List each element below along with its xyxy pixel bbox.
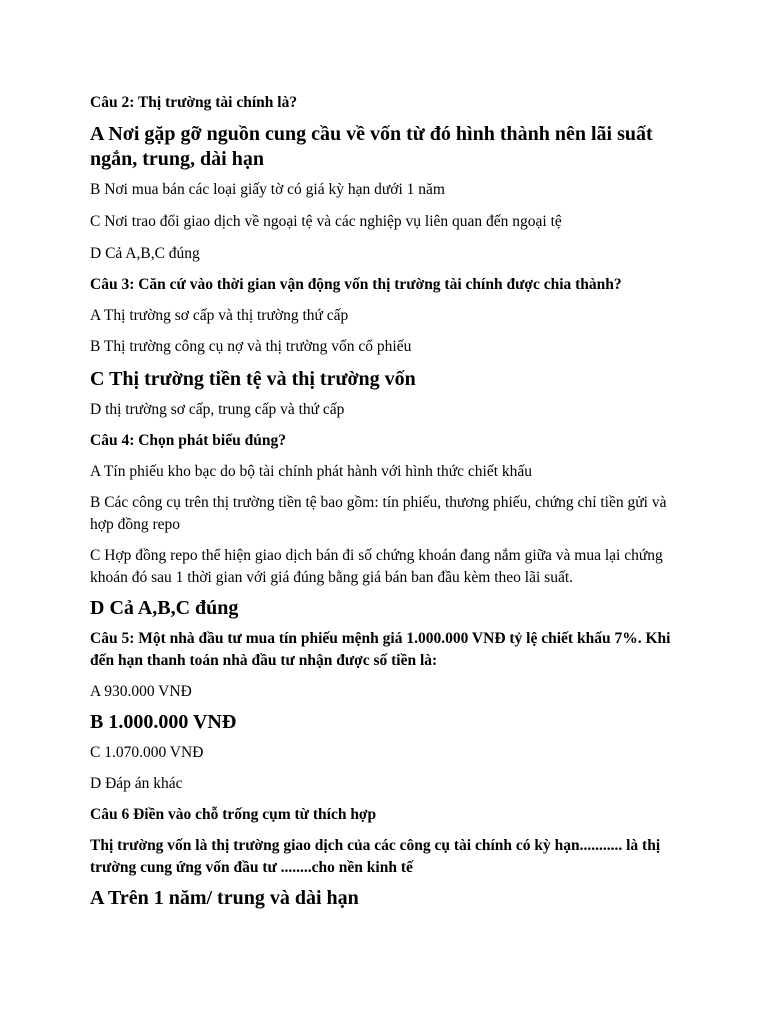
question-5-answer-b: B 1.000.000 VNĐ bbox=[90, 711, 237, 733]
question-2-option-b: B Nơi mua bán các loại giấy tờ có giá kỳ hạn dưới 1 năm bbox=[90, 181, 445, 198]
question-3-option-d: D thị trường sơ cấp, trung cấp và thứ cấp bbox=[90, 401, 345, 418]
question-2-option-d: D Cả A,B,C đúng bbox=[90, 245, 200, 262]
question-3-title: Câu 3: Căn cứ vào thời gian vận động vốn thị trường tài chính được chia thành? bbox=[90, 276, 622, 293]
question-5-title: Câu 5: Một nhà đầu tư mua tín phiếu mệnh giá 1.000.000 VNĐ tỷ lệ chiết khấu 7%. Khi đến hạn thanh toán nhà đầu tư nhận được số tiền là: bbox=[90, 630, 671, 669]
question-3-option-a: A Thị trường sơ cấp và thị trường thứ cấp bbox=[90, 307, 349, 324]
question-3-option-b: B Thị trường công cụ nợ và thị trường vốn cổ phiếu bbox=[90, 338, 412, 355]
question-5-option-a: A 930.000 VNĐ bbox=[90, 683, 192, 700]
question-2-option-c: C Nơi trao đổi giao dịch về ngoại tệ và các nghiệp vụ liên quan đến ngoại tệ bbox=[90, 213, 562, 230]
question-4-title: Câu 4: Chọn phát biểu đúng? bbox=[90, 432, 286, 449]
question-4-option-b: B Các công cụ trên thị trường tiền tệ bao gồm: tín phiếu, thương phiếu, chứng chỉ tiền gửi và hợp đồng repo bbox=[90, 494, 667, 533]
question-6-answer-a: A Trên 1 năm/ trung và dài hạn bbox=[90, 887, 359, 909]
question-4-option-c: C Hợp đồng repo thể hiện giao dịch bán đi số chứng khoán đang nắm giữa và mua lại chứng khoán đó sau 1 thời gian với giá đúng bằng giá bán ban đầu kèm theo lãi suất. bbox=[90, 547, 663, 586]
question-2-answer-a: A Nơi gặp gỡ nguồn cung cầu về vốn từ đó hình thành nên lãi suất ngắn, trung, dài hạn bbox=[90, 123, 653, 170]
question-6-title: Câu 6 Điền vào chỗ trống cụm từ thích hợp bbox=[90, 806, 377, 823]
document-body bbox=[90, 92, 690, 911]
question-2-title: Câu 2: Thị trường tài chính là? bbox=[90, 94, 298, 111]
question-5-option-c: C 1.070.000 VNĐ bbox=[90, 744, 204, 761]
question-4-answer-d: D Cả A,B,C đúng bbox=[90, 597, 239, 619]
question-5-option-d: D Đáp án khác bbox=[90, 775, 183, 792]
question-3-answer-c: C Thị trường tiền tệ và thị trường vốn bbox=[90, 368, 416, 390]
question-4-option-a: A Tín phiếu kho bạc do bộ tài chính phát hành với hình thức chiết khấu bbox=[90, 463, 533, 480]
question-6-statement: Thị trường vốn là thị trường giao dịch của các công cụ tài chính có kỳ hạn........... là thị trường cung ứng vốn đầu tư ........cho nền kinh tế bbox=[90, 837, 661, 876]
